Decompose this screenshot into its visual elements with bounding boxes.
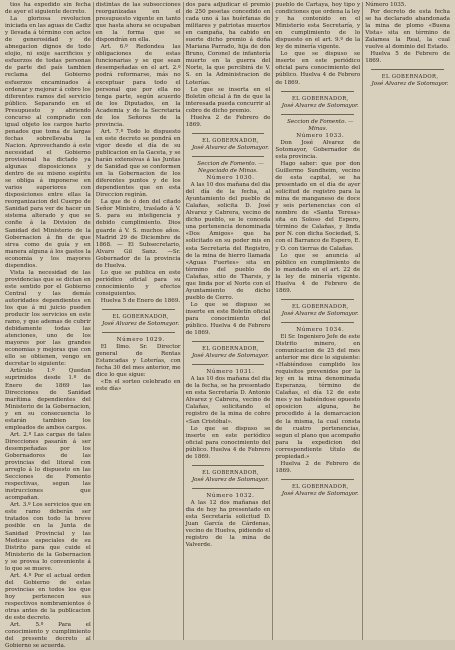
- separator-rule: [281, 299, 354, 300]
- signature-name: José Alvarez de Sotomayor.: [102, 321, 180, 328]
- paragraph: distintas de las subsecciones reorganizadas en el presupuesto vigente en tanto que hasta ahora se ocupaban en la forma que se dispondrán en ella.: [95, 2, 181, 44]
- signature-name: José Alvarez de Sotomayor.: [281, 490, 359, 497]
- text-column-5: [362, 2, 452, 640]
- paragraph: El Sr. Ingeniero Jefe de este Distrito minero, en comunicacion de 25 del mes anterior me dice lo siguiente: «Habiéndose cumplido los requisitos prevenidos por la ley en la mina denominada Esperanza, término de Calañas, el día 12 de este mes y no habiéndose opuesto oposicion alguna, he procedido á la demarcacion de la misma, la cual consta de cuatro pertenencias, segun el plano que acompaño para la expedicion del correspondiente título de propiedad.»: [275, 333, 361, 460]
- paragraph: A las 10 dos mañana del dia de la fecha, se ha presentado en esta Secretaría D. Antonio Alvarez y Cabrera, vecino de Calañas, solicitando el registro de la mina de cobre «San Cristóbal».: [185, 376, 271, 425]
- paragraph: Lo que se dispuso se inserte en este periódico oficial para conocimiento del público. Huelva 4 de Febrero de 1869.: [185, 425, 271, 460]
- paragraph: Lo que se publica en este periódico oficial para su conocimiento y efectos consiguientes.: [95, 269, 181, 297]
- paragraph: Huelva 5 de Febrero de 1869.: [365, 51, 450, 65]
- signature-title: EL GOBERNADOR,: [202, 469, 259, 476]
- signature-name: José Alvarez de Sotomayor.: [281, 102, 359, 109]
- paragraph: Lo que se dispuso se inserte en este Boletín oficial para conocimiento del público. Huelva 4 de Febrero de 1869.: [185, 301, 271, 337]
- paragraph: tios ha expedido sin fecha de ayer el siguiente decreto.: [5, 2, 91, 16]
- paragraph: A las 10 dos mañana del dia del día de la fecha, al Ayuntamiento del pueblo de Calañas, solicita D. José Alvarez y Cabrera, vecino de dicho pueblo, se le conceda una pertenencia denominada «Dos Amigos» que ha solicitado en su poder mis en esta Secretaria del Registro, de la mina de hierro llamada «Aguas Fuertes» sita en término del pueblo de Calañas, sitio de Tharsis, y que linda por el Norte con el Ayuntamiento de dicho pueblo de Cerro.: [185, 182, 271, 301]
- paragraph: Artículo 1.º Quedan suprimidos desde 1.º de Enero de 1869 las Direcciones de Sanidad marítima dependientes del Ministerio de la Gobernacion, y en su consecuencia lo estarán tambien los empleados de ambos cargos.: [5, 368, 91, 431]
- separator-rule: [281, 114, 354, 115]
- paragraph: El Ilmo. Sr. Director general de Rentas Estancadas y Loterías, con fecha 30 del mes anterior, me dice lo que sigue:: [95, 344, 181, 379]
- section-heading: Seccion de Fomento. — Minas.: [287, 118, 354, 132]
- paragraph: Huelva 2 de Febrero de 1869.: [275, 460, 361, 474]
- signature-title: EL GOBERNADOR,: [291, 483, 349, 490]
- signature-title: EL GOBERNADOR,: [291, 95, 349, 102]
- separator-rule: [371, 69, 444, 70]
- notice-number: Número 1031.: [206, 369, 255, 376]
- text-column-3: [183, 2, 273, 640]
- separator-rule: [192, 364, 265, 365]
- notice-number: Número 1030.: [206, 175, 255, 182]
- separator-rule: [192, 341, 265, 342]
- separator-rule: [281, 322, 354, 323]
- text-column-2: [93, 2, 183, 640]
- paragraph: Art. 4.º Por el actual orden del Gobierno de estas provincias en todos los que hoy pertenecen sus respectivos nombramientos ó otras antes de la publicacion de este decreto.: [5, 572, 91, 622]
- paragraph: Por decreto de esta fecha se ha declarado abandonada la mina de plomo «Buena Vista» sita en término de Zalamea la Real, la cual vuelve al dominio del Estado.: [365, 9, 450, 51]
- paragraph: pueblo de Cartaya, hoy tipo y condiciones que ordena la ley y ha contenido en el Ministerio esta Secretaría, y en cumplimiento de lo dispuesto en el art. 9.º de la ley de minería vigente.: [275, 2, 361, 51]
- signature-name: José Alvarez de Sotomayor.: [191, 353, 270, 360]
- signature-name: José Alvarez de Sotomayor.: [371, 81, 449, 88]
- signature-title: EL GOBERNADOR,: [202, 137, 259, 144]
- paragraph: Número 1035.: [365, 2, 407, 8]
- separator-rule: [192, 488, 265, 489]
- paragraph: Vista la necesidad de las providencias que se dictan en este sentido por el Gobierno Central y las demás autoridades dependientes en los que á mi juicio pueden producir los servicios en este ramo, y que ademas de cubrir debidamente todas las atenciones, uno de los mayores por las grandes economias y mejoras que con ello se obtienen, vengo en decretar lo siguiente:: [5, 269, 91, 368]
- paragraph: Huelva 5 de Enero de 1869.: [100, 297, 181, 304]
- signature-title: EL GOBERNADOR,: [112, 314, 170, 321]
- paragraph: dos para adjudicar el premio de 250 pesetas concedido en cada uno á las huérfanas de militares y patriotas muertos en campaña, ha cabido en suerte dicho premio á doña Mariana Parrado, hija de don Bruno, Coronel de infantería muerto en la guerra del Norte, la que percibirá de V. S. en la Administracion de Loterías.: [185, 2, 271, 86]
- paragraph: La que de ó den del citado Señor Ministro, traslado á V. S. para su inteligencia y debido cumplimiento. Dios guarde á V. S. muchos años. Madrid 29 de Diciembre de 1868. — El Subsecretario, Alvaro Gil Sanz. —Sr. Gobernador de la provincia de Huelva.: [95, 199, 181, 269]
- paragraph: Art. 3.º Los servicios que en este ramo deberán ser tratados con todo la breve posible en la Junta de Sanidad Provincial y las Medicas especiales de su Distrito para que cuide el Ministerio de la Gobernacion y se provea lo conveniente á lo que se mueve.: [5, 502, 91, 572]
- paragraph: Art. 2.º Las cargas de tales Direcciones pasarán á ser desempeñadas por los Gobernadores de las provincias del litoral con arreglo á lo dispuesto en las Secciones de Fomento respectivas, segun las instrucciones que acompañan.: [5, 431, 91, 502]
- signature-title: EL GOBERNADOR,: [202, 346, 259, 353]
- text-column-1: [3, 2, 93, 650]
- separator-rule: [281, 91, 354, 92]
- paragraph: Hago saber: que por don Guillermo Sundheim, vecino de esta capital, se ha presentado en el día de ayer solicitud de registro para la mina de manganeso de doce y seis pertenencias con el nombre de «Santa Teresa» sita en Soloso del Espero, término de Calañas, y linda por N. con dicha Sociedad, S. con el Barranco de Espero, E. y O. con tierras de Calañas.: [275, 160, 361, 252]
- notice-number: Número 1032.: [206, 492, 255, 499]
- paragraph: A las 12 dos mañanas del dia de hoy ha presentado en esta Secretaría solicitud D. Juan García de Cárdenas, vecino de Huelva, pidiendo el registro de la mina de Valverde.: [185, 499, 271, 549]
- separator-rule: [192, 133, 265, 134]
- paragraph: Huelva 2 de Febrero de 1869.: [185, 114, 271, 128]
- paragraph: Lo que se inserta en el Boletin oficial á fin de que la interesada pueda concurrir al cobro de dicho premio.: [185, 86, 271, 114]
- signature-name: José Alvarez de Sotomayor.: [191, 476, 270, 483]
- paragraph: «En el sorteo celebrado en este día»: [95, 379, 181, 393]
- notice-number: Número 1034.: [296, 326, 345, 333]
- paragraph: Lo que se anuncia al público en cumplimiento de lo mandado en el art. 22 de la ley de minería vigente. Huelva 4 de Febrero de 1869.: [275, 252, 361, 294]
- separator-rule: [102, 332, 175, 333]
- signature-title: EL GOBERNADOR,: [381, 74, 439, 81]
- signature-name: José Alvarez de Sotomayor.: [281, 310, 359, 317]
- paragraph: La gloriosa revolucion iniciada en las aguas de Cadiz y llevada á término con actos de generosidad y de abnegacion dignos de todo elojio, ni exije sacrificios y esfuerzos de todas personas de parte del país tambien reclama del Gobierno esfuerzos encaminados á ordenar y mejorar á cobro los diferentes ramos del servicio público. Separando en el Presupuesto y abriendo concurso al comprado con igual objeto los cargos harto penados que toma de largas fechas sobrellevaba la Nacion. Aprovechando á este necesidad el Gobierno provisional ha dictado ya algunas disposiciones y dentro de su mismo espíritu se obliga á imponerse en varios superiores con disposiciones entre ellas la reorganizacion del Cuerpo de Sanidad para ver de hacer un sistema alterado y que se confie á la Division de Sanidad del Ministerio de la Gobernacion á fin de que sirva como de guía y en manera alguna á los gastos la economia y los mayores dispendios.: [5, 16, 91, 269]
- signature-title: EL GOBERNADOR,: [291, 303, 349, 310]
- paragraph: Art. 5.º Para el conocimiento y cumplimiento del presente decreto al Gobierno se acuerda.: [5, 622, 91, 650]
- notice-number: Número 1029.: [116, 337, 165, 344]
- paragraph: Lo que se dispuso se inserte en este periódico oficial para conocimiento del público. Huelva 4 de Febrero de 1869.: [275, 51, 361, 86]
- text-column-4: [272, 2, 362, 640]
- separator-rule: [192, 156, 265, 157]
- paragraph: Art. 7.º Todo lo dispuesto en este decreto se pondrá en vigor desde el día de su publicacion en la Gaceta, y se harán extensivas á las Juntas de Sanidad que se conformen en la Gobernacion de los diferentes puntos y de los dependientes que en esta Direccion regirán.: [95, 128, 181, 199]
- notice-number: Número 1033.: [296, 132, 345, 139]
- separator-rule: [102, 309, 175, 310]
- section-heading: Seccion de Fomento. — Negociado de Minas.: [197, 160, 264, 174]
- paragraph: Art. 6.º Redondea las obligaciones de estas funcionarias y se que sean desempeñadas en el art. 2.º podrá reformarse, más no exceptuar para todo el personal que por ella no tenga parte, según acuerdo de los Diputados, en la Academia y de la Secretaria de los Señores de la provincia.: [95, 44, 181, 128]
- separator-rule: [281, 479, 354, 480]
- signature-name: José Alvarez de Sotomayor.: [191, 144, 270, 151]
- paragraph: Don José Alvarez de Sotomayor, Gobernador de esta provincia.: [275, 139, 361, 160]
- separator-rule: [192, 465, 265, 466]
